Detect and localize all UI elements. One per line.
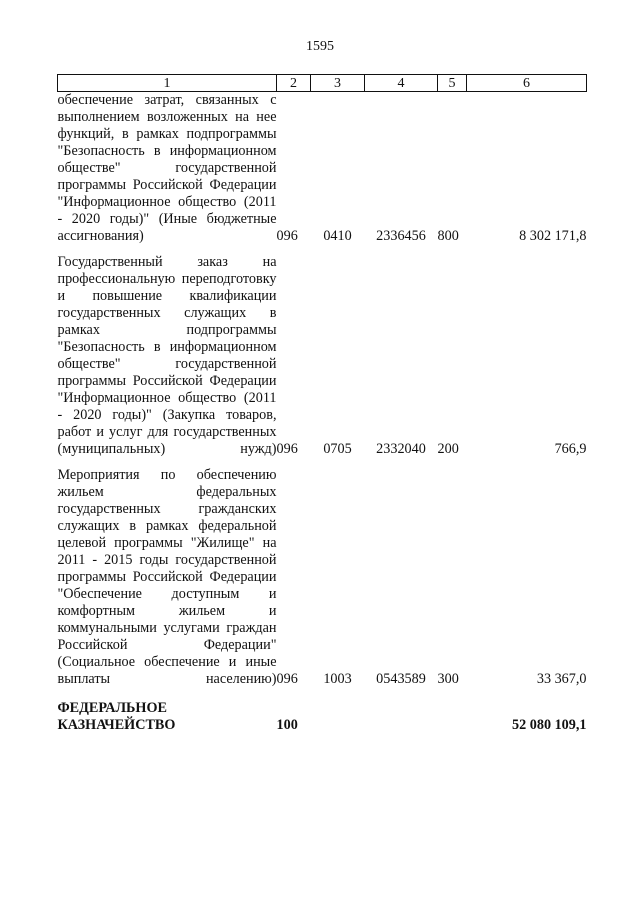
row-target-code: 2336456 — [376, 228, 426, 244]
page-number: 1595 — [306, 39, 334, 54]
column-header-6: 6 — [467, 75, 587, 92]
total-ministry-code: 100 — [276, 717, 298, 733]
row-amount: 8 302 171,8 — [519, 228, 587, 244]
row-target-code: 0543589 — [376, 671, 426, 687]
column-header-2: 2 — [277, 75, 311, 92]
row-description: Мероприятия по обеспечению жильем федеральных государственных гражданских служащих в рамках федеральной целевой программы "Жилище" на 2011 - 2015 годы государственной программы Российской Федерации "Обеспечение доступным и комфортным жильем и коммунальными услугами граждан Российской Федерации" (Социальное обеспечение и иные выплаты населению) — [57, 467, 277, 687]
table-header-row — [58, 75, 587, 92]
row-description: Государственный заказ на профессиональную переподготовку и повышение квалификации государственных служащих в рамках подпрограммы "Безопасность в информационном обществе" государственной программы Российской Федерации "Информационное общество (2011 - 2020 годы)" (Закупка товаров, работ и услуг для государственных (муниципальных) нужд) — [57, 254, 277, 457]
column-header-5: 5 — [438, 75, 467, 92]
total-amount: 52 080 109,1 — [512, 717, 587, 733]
row-section-code: 0410 — [323, 228, 352, 244]
total-description: ФЕДЕРАЛЬНОЕ КАЗНАЧЕЙСТВО — [57, 700, 176, 733]
row-expense-code: 200 — [437, 441, 459, 457]
table-row — [58, 254, 587, 458]
column-header-1: 1 — [58, 75, 277, 92]
row-amount: 766,9 — [554, 441, 587, 457]
row-section-code: 0705 — [323, 441, 352, 457]
total-row — [58, 700, 587, 734]
row-target-code: 2332040 — [376, 441, 426, 457]
table-row — [58, 92, 587, 246]
budget-table — [57, 74, 587, 734]
column-header-4: 4 — [365, 75, 438, 92]
row-expense-code: 300 — [437, 671, 459, 687]
row-ministry-code: 096 — [276, 441, 298, 457]
table-row — [58, 467, 587, 688]
row-section-code: 1003 — [323, 671, 352, 687]
column-header-3: 3 — [311, 75, 365, 92]
row-ministry-code: 096 — [276, 228, 298, 244]
row-amount: 33 367,0 — [536, 671, 587, 687]
row-expense-code: 800 — [437, 228, 459, 244]
row-ministry-code: 096 — [276, 671, 298, 687]
row-description: обеспечение затрат, связанных с выполнением возложенных на нее функций, в рамках подпрограммы "Безопасность в информационном обществе" государственной программы Российской Федерации "Информационное общество (2011 - 2020 годы)" (Иные бюджетные ассигнования) — [57, 92, 277, 244]
